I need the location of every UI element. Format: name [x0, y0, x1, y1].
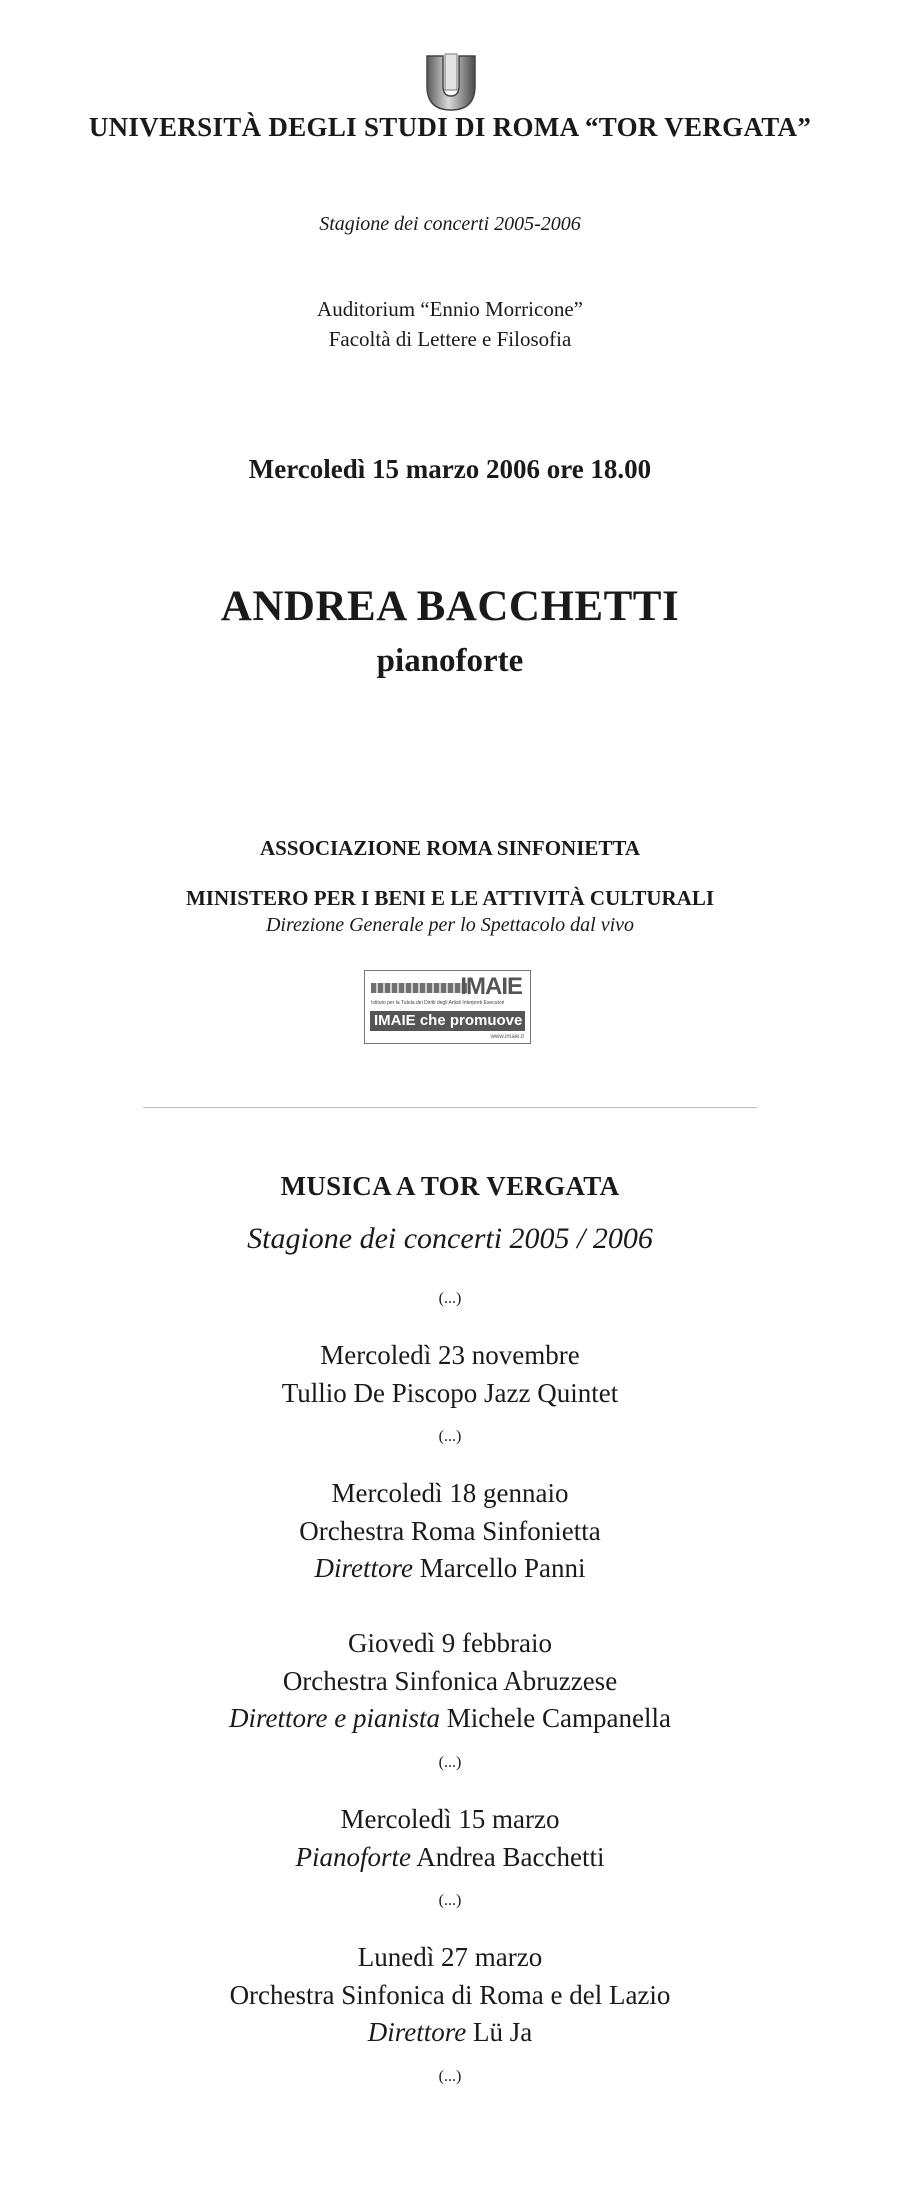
entry-role: Direttore — [314, 1553, 413, 1583]
entry-credit — [0, 1703, 900, 1734]
entry-person: Andrea Bacchetti — [416, 1842, 605, 1872]
entry-person: Marcello Panni — [419, 1553, 586, 1583]
program-subtitle: Stagione dei concerti 2005 / 2006 — [247, 1222, 653, 1255]
venue-name: Auditorium “Ennio Morricone” — [317, 297, 583, 321]
university-name: UNIVERSITÀ DEGLI STUDI DI ROMA “TOR VERGATA” — [88, 112, 812, 142]
entry-credit — [0, 1553, 900, 1584]
ellipsis: (...) — [438, 1892, 462, 1909]
ministry-direction: Direzione Generale per lo Spettacolo dal vivo — [265, 914, 635, 936]
event-date-time: Mercoledì 15 marzo 2006 ore 18.00 — [248, 454, 652, 484]
entry-date: Lunedì 27 marzo — [357, 1942, 543, 1972]
ministry-name: MINISTERO PER I BENI E LE ATTIVITÀ CULTURALI — [185, 886, 715, 910]
entry-performer: Orchestra Sinfonica Abruzzese — [282, 1666, 618, 1696]
venue-faculty: Facoltà di Lettere e Filosofia — [328, 327, 572, 351]
entry-performer: Orchestra Sinfonica di Roma e del Lazio — [229, 1980, 671, 2010]
entry-person: Lü Ja — [473, 2017, 533, 2047]
artist-name: ANDREA BACCHETTI — [220, 583, 680, 630]
imaie-subtitle: Istituto per la Tutela dei Diritti degli Artisti Interpreti Esecutori — [371, 1000, 505, 1006]
entry-credit — [0, 1842, 900, 1873]
entry-performer: Orchestra Roma Sinfonietta — [299, 1516, 601, 1546]
entry-date: Mercoledì 23 novembre — [320, 1340, 580, 1370]
entry-performer: Tullio De Piscopo Jazz Quintet — [281, 1378, 619, 1408]
season-label: Stagione dei concerti 2005-2006 — [319, 213, 581, 235]
program-title: MUSICA A TOR VERGATA — [280, 1171, 620, 1201]
imaie-brand: IMAIE — [460, 973, 522, 1000]
ellipsis: (...) — [438, 1754, 462, 1771]
film-strip-icon — [371, 983, 467, 993]
entry-date: Mercoledì 15 marzo — [340, 1804, 560, 1834]
ellipsis: (...) — [438, 1290, 462, 1307]
imaie-bar: IMAIE che promuove — [370, 1011, 525, 1031]
entry-credit — [0, 2017, 900, 2048]
ellipsis: (...) — [438, 2068, 462, 2085]
entry-role: Pianoforte — [295, 1842, 412, 1872]
association-name: ASSOCIAZIONE ROMA SINFONIETTA — [259, 836, 641, 860]
entry-role: Direttore — [367, 2017, 467, 2047]
imaie-logo — [364, 970, 531, 1044]
university-logo-icon — [423, 52, 479, 112]
ellipsis: (...) — [438, 1428, 462, 1445]
artist-instrument: pianoforte — [376, 643, 524, 679]
entry-date: Mercoledì 18 gennaio — [331, 1478, 569, 1508]
divider — [143, 1107, 757, 1108]
entry-person: Michele Campanella — [446, 1703, 671, 1733]
imaie-url: www.imaie.it — [490, 1034, 524, 1040]
entry-date: Giovedì 9 febbraio — [348, 1628, 552, 1658]
entry-role: Direttore e pianista — [229, 1703, 441, 1733]
